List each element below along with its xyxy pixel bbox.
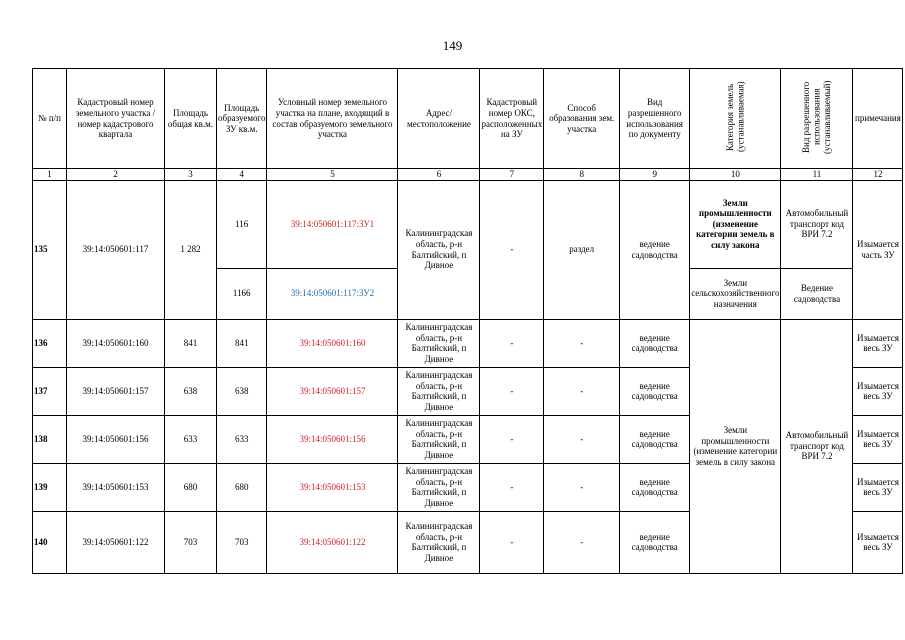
colnum: 12 <box>853 169 903 181</box>
established-use: Автомобильный транспорт код ВРИ 7.2 <box>781 180 853 268</box>
cadastral-number: 39:14:050601:117 <box>67 180 165 319</box>
conditional-number: 39:14:050601:117:ЗУ1 <box>267 180 398 268</box>
colnum: 8 <box>544 169 620 181</box>
row-number: 135 <box>33 180 67 319</box>
new-area: 680 <box>217 463 267 511</box>
permitted-use: ведение садоводства <box>620 463 690 511</box>
notes: Изымается весь ЗУ <box>853 463 903 511</box>
new-area: 841 <box>217 319 267 367</box>
total-area: 633 <box>165 415 217 463</box>
conditional-number: 39:14:050601:157 <box>267 367 398 415</box>
formation-method: - <box>544 463 620 511</box>
new-area: 633 <box>217 415 267 463</box>
total-area: 703 <box>165 511 217 573</box>
new-area: 638 <box>217 367 267 415</box>
conditional-number: 39:14:050601:160 <box>267 319 398 367</box>
cadastral-number: 39:14:050601:153 <box>67 463 165 511</box>
column-numbers-row <box>33 169 903 181</box>
formation-method: раздел <box>544 180 620 319</box>
colnum: 5 <box>267 169 398 181</box>
new-area: 703 <box>217 511 267 573</box>
total-area: 1 282 <box>165 180 217 319</box>
row-number: 138 <box>33 415 67 463</box>
colnum: 7 <box>480 169 544 181</box>
permitted-use: ведение садоводства <box>620 511 690 573</box>
formation-method: - <box>544 367 620 415</box>
header-land-category <box>690 69 781 169</box>
total-area: 680 <box>165 463 217 511</box>
land-category: Земли сельскохозяйственного назначения <box>690 268 781 319</box>
oks-number: - <box>480 180 544 319</box>
header-use-established <box>781 69 853 169</box>
established-use: Ведение садоводства <box>781 268 853 319</box>
permitted-use: ведение садоводства <box>620 367 690 415</box>
conditional-number: 39:14:050601:153 <box>267 463 398 511</box>
formation-method: - <box>544 511 620 573</box>
header-notes: примечания <box>853 69 903 169</box>
total-area: 638 <box>165 367 217 415</box>
address: Калининградская область, р-н Балтийский, п Дивное <box>398 180 480 319</box>
oks-number: - <box>480 415 544 463</box>
address: Калининградская область, р-н Балтийский, п Дивное <box>398 319 480 367</box>
header-land-category-text: Категория земель (устанавливаемая) <box>724 81 746 153</box>
oks-number: - <box>480 319 544 367</box>
address: Калининградская область, р-н Балтийский, п Дивное <box>398 367 480 415</box>
cadastral-number: 39:14:050601:122 <box>67 511 165 573</box>
table-row <box>33 319 903 367</box>
permitted-use: ведение садоводства <box>620 319 690 367</box>
land-category-group: Земли промышленности (изменение категории земель в силу закона <box>690 319 781 573</box>
page-number: 149 <box>442 38 463 53</box>
new-area: 116 <box>217 180 267 268</box>
address: Калининградская область, р-н Балтийский, п Дивное <box>398 511 480 573</box>
row-number: 140 <box>33 511 67 573</box>
cadastral-number: 39:14:050601:156 <box>67 415 165 463</box>
header-use-established-text: Вид разрешенного использования (устанавливаемый) <box>801 80 833 154</box>
colnum: 9 <box>620 169 690 181</box>
land-plots-table <box>32 68 903 574</box>
row-number: 137 <box>33 367 67 415</box>
colnum: 4 <box>217 169 267 181</box>
header-address: Адрес/ местоположение <box>398 69 480 169</box>
colnum: 1 <box>33 169 67 181</box>
established-use-group: Автомобильный транспорт код ВРИ 7.2 <box>781 319 853 573</box>
colnum: 2 <box>67 169 165 181</box>
header-number: № п/п <box>33 69 67 169</box>
row-number: 139 <box>33 463 67 511</box>
oks-number: - <box>480 367 544 415</box>
colnum: 6 <box>398 169 480 181</box>
conditional-number: 39:14:050601:122 <box>267 511 398 573</box>
notes: Изымается весь ЗУ <box>853 319 903 367</box>
oks-number: - <box>480 463 544 511</box>
address: Калининградская область, р-н Балтийский, п Дивное <box>398 463 480 511</box>
header-oks: Кадастровый номер ОКС, расположенных на ЗУ <box>480 69 544 169</box>
header-row <box>33 69 903 169</box>
conditional-number: 39:14:050601:156 <box>267 415 398 463</box>
oks-number: - <box>480 511 544 573</box>
notes: Изымается весь ЗУ <box>853 511 903 573</box>
formation-method: - <box>544 415 620 463</box>
land-category: Земли промышленности (изменение категории земель в силу закона <box>690 180 781 268</box>
header-new-area: Площадь образуемого ЗУ кв.м. <box>217 69 267 169</box>
notes: Изымается весь ЗУ <box>853 367 903 415</box>
header-cadastral: Кадастровый номер земельного участка /номер кадастрового квартала <box>67 69 165 169</box>
header-total-area: Площадь общая кв.м. <box>165 69 217 169</box>
colnum: 10 <box>690 169 781 181</box>
new-area: 1166 <box>217 268 267 319</box>
header-conditional-number: Условный номер земельного участка на плане, входящий в состав образуемого земельного участка <box>267 69 398 169</box>
row-number: 136 <box>33 319 67 367</box>
conditional-number: 39:14:050601:117:ЗУ2 <box>267 268 398 319</box>
notes: Изымается весь ЗУ <box>853 415 903 463</box>
cadastral-number: 39:14:050601:160 <box>67 319 165 367</box>
permitted-use: ведение садоводства <box>620 180 690 319</box>
permitted-use: ведение садоводства <box>620 415 690 463</box>
total-area: 841 <box>165 319 217 367</box>
header-permitted-use: Вид разрешенного использования по документу <box>620 69 690 169</box>
cadastral-number: 39:14:050601:157 <box>67 367 165 415</box>
notes: Изымается часть ЗУ <box>853 180 903 319</box>
colnum: 11 <box>781 169 853 181</box>
colnum: 3 <box>165 169 217 181</box>
formation-method: - <box>544 319 620 367</box>
header-method: Способ образования зем. участка <box>544 69 620 169</box>
table-row <box>33 180 903 268</box>
address: Калининградская область, р-н Балтийский, п Дивное <box>398 415 480 463</box>
